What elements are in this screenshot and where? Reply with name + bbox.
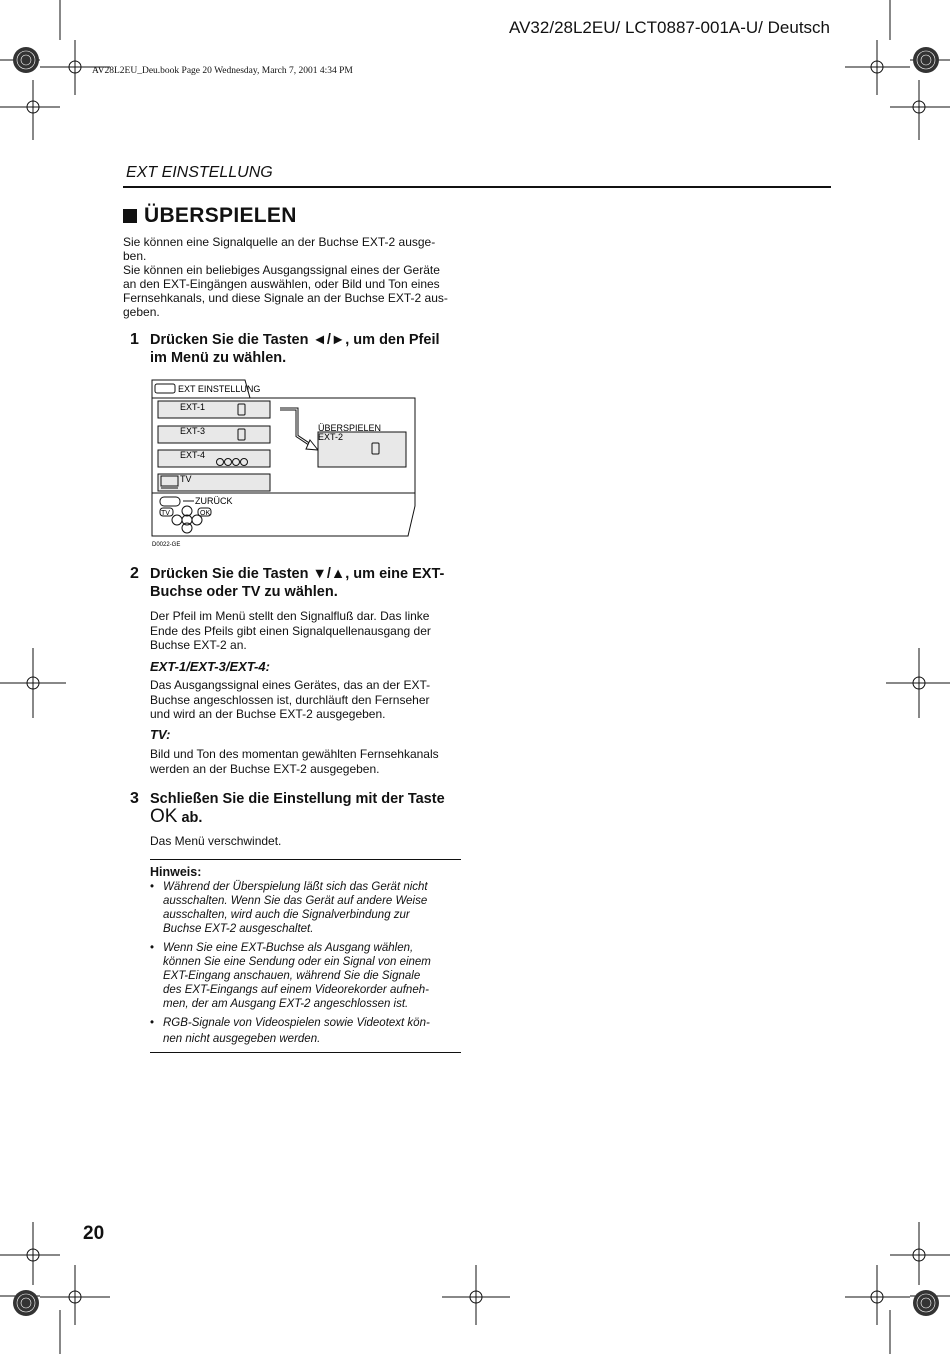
- step-number: 2: [130, 565, 139, 582]
- step-3-instruction: [150, 790, 461, 827]
- page-heading-text: ÜBERSPIELEN: [144, 204, 297, 227]
- page-heading: [123, 204, 297, 228]
- menu-screen-figure: [150, 376, 420, 551]
- note-line: EXT-Eingang anschauen, während Sie die Signale: [163, 970, 421, 982]
- section-title: EXT EINSTELLUNG: [126, 164, 273, 181]
- intro-line: geben.: [123, 305, 160, 319]
- note-bottom-rule: [150, 1052, 461, 1053]
- menu-tab-label: EXT EINSTELLUNG: [178, 384, 261, 394]
- step-number: 3: [130, 790, 139, 807]
- tv-body: [150, 747, 461, 776]
- note-item: [150, 1015, 461, 1047]
- body-line: werden an der Buchse EXT-2 ausgegeben.: [150, 761, 380, 776]
- body-line: Buchse EXT-2 an.: [150, 638, 247, 652]
- bullet-icon: •: [150, 1017, 155, 1029]
- book-info-line: AV28L2EU_Deu.book Page 20 Wednesday, March 7, 2001 4:34 PM: [92, 66, 353, 76]
- menu-target-label: EXT-2: [318, 432, 344, 442]
- menu-item-ext4: EXT-4: [180, 450, 206, 460]
- menu-ok-key: OK: [200, 510, 211, 517]
- body-line: Ende des Pfeils gibt einen Signalquellenausgang der: [150, 623, 431, 638]
- menu-item-tv: TV: [180, 474, 192, 484]
- step-line: im Menü zu wählen.: [150, 350, 287, 366]
- intro-line: an den EXT-Eingängen auswählen, oder Bild und Ton eines: [123, 277, 440, 291]
- menu-item-ext3: EXT-3: [180, 426, 206, 436]
- figure-code: D0022-GE: [152, 542, 181, 548]
- note-line: ausschalten, wird auch die Signalverbindung zur: [163, 909, 410, 921]
- step-2-body: [150, 609, 461, 653]
- note-line: des EXT-Eingangs auf einem Videorekorder aufneh-: [163, 984, 429, 996]
- bullet-icon: •: [150, 942, 155, 954]
- step-3-body: Das Menü verschwindet.: [150, 834, 282, 848]
- note-line: RGB-Signale von Videospielen sowie Videotext kön-: [163, 1017, 430, 1029]
- bullet-icon: •: [150, 881, 155, 893]
- note-line: Buchse EXT-2 ausgeschaltet.: [163, 923, 314, 935]
- intro-text: [123, 235, 461, 319]
- note-item: [150, 880, 461, 936]
- step-line: Drücken Sie die Tasten ◄/►, um den Pfeil: [150, 332, 440, 348]
- ok-key-label: OK: [150, 806, 178, 827]
- step-line: Schließen Sie die Einstellung mit der Taste: [150, 791, 445, 807]
- menu-tv-key: TV: [161, 510, 170, 517]
- note-title: Hinweis:: [150, 865, 202, 879]
- ext-body: [150, 678, 461, 722]
- body-line: Buchse angeschlossen ist, durchläuft den Fernseher: [150, 692, 430, 707]
- intro-line: Fernsehkanals, und diese Signale an der Buchse EXT-2 aus-: [123, 291, 448, 305]
- menu-back-label: ZURÜCK: [195, 496, 233, 506]
- body-line: Das Ausgangssignal eines Gerätes, das an der EXT-: [150, 678, 431, 692]
- intro-line: Sie können eine Signalquelle an der Buchse EXT-2 ausge-: [123, 235, 436, 249]
- note-top-rule: [150, 859, 461, 860]
- step-2-instruction: [150, 565, 461, 601]
- note-line: Wenn Sie eine EXT-Buchse als Ausgang wählen,: [163, 942, 414, 954]
- note-item: [150, 941, 461, 1011]
- note-line: men, der am Ausgang EXT-2 angeschlossen ist.: [163, 998, 409, 1010]
- note-line: ausschalten. Wenn Sie das Gerät auf andere Weise: [163, 895, 428, 907]
- step-line: Drücken Sie die Tasten ▼/▲, um eine EXT-: [150, 566, 445, 582]
- ext-subheading: EXT-1/EXT-3/EXT-4:: [150, 659, 270, 674]
- menu-item-ext1: EXT-1: [180, 402, 206, 412]
- page-number: 20: [83, 1223, 105, 1244]
- note-line: Während der Überspielung läßt sich das Gerät nicht: [163, 881, 428, 893]
- body-line: Bild und Ton des momentan gewählten Fernsehkanals: [150, 747, 439, 761]
- note-line: können Sie eine Sendung oder ein Signal von einem: [163, 956, 431, 968]
- step-1-instruction: [150, 331, 461, 367]
- step-suffix: ab.: [181, 810, 203, 826]
- tv-subheading: TV:: [150, 727, 171, 742]
- square-bullet-icon: [123, 209, 137, 223]
- step-line: Buchse oder TV zu wählen.: [150, 584, 338, 600]
- body-line: Der Pfeil im Menü stellt den Signalfluß dar. Das linke: [150, 609, 430, 623]
- intro-line: Sie können ein beliebiges Ausgangssignal eines der Geräte: [123, 263, 440, 277]
- section-divider: [123, 186, 831, 188]
- menu-target-title: ÜBERSPIELEN: [318, 423, 382, 433]
- body-line: und wird an der Buchse EXT-2 ausgegeben.: [150, 707, 386, 721]
- step-number: 1: [130, 331, 139, 348]
- intro-line: ben.: [123, 249, 147, 263]
- step-line: [150, 808, 461, 827]
- note-line: nen nicht ausgegeben werden.: [163, 1033, 321, 1045]
- document-code: AV32/28L2EU/ LCT0887-001A-U/ Deutsch: [509, 18, 830, 37]
